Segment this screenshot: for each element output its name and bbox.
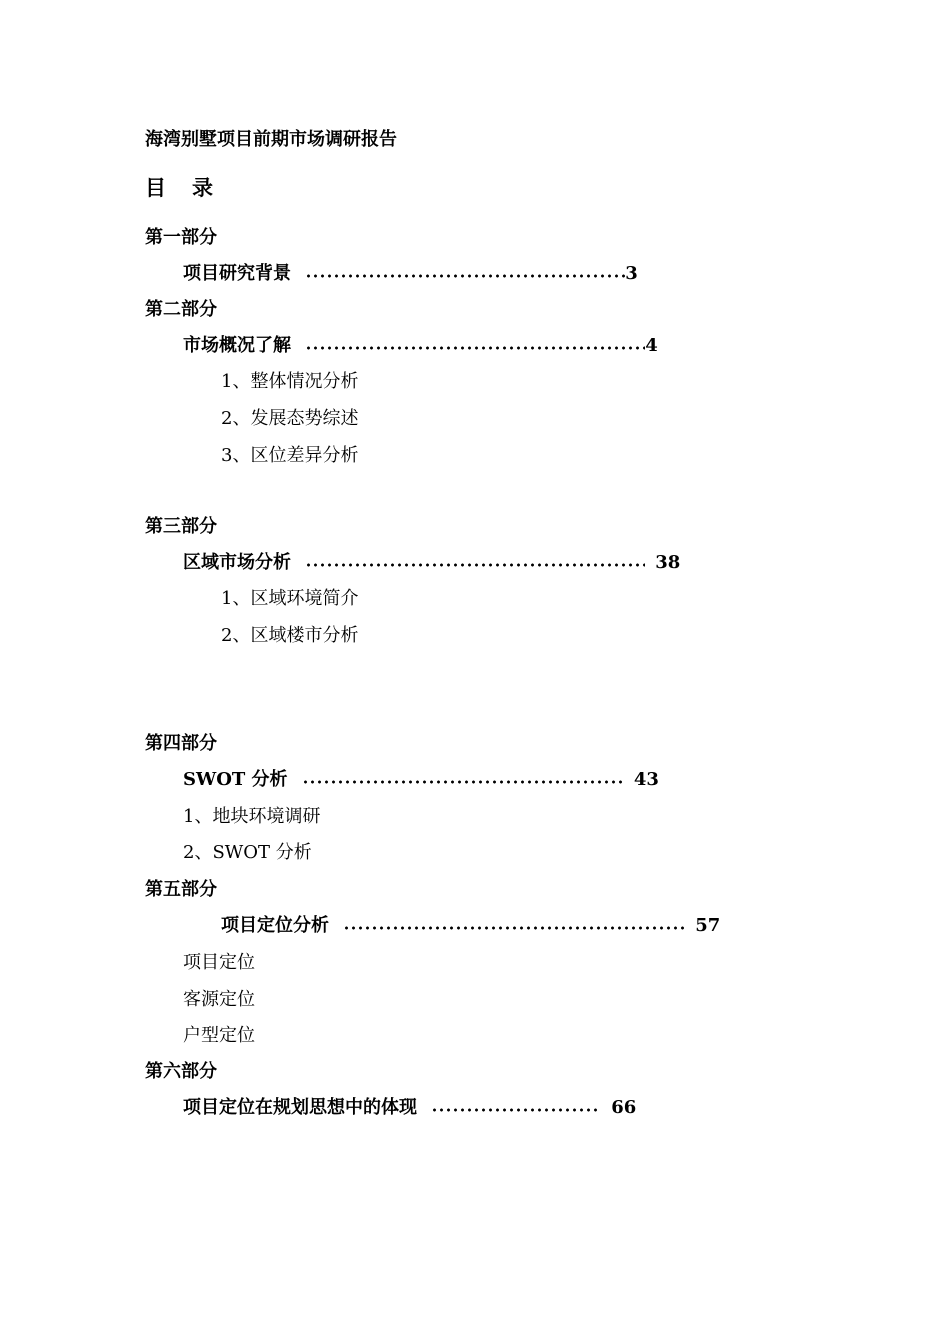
part-heading-3: 第三部分: [145, 516, 217, 537]
part-heading-4: 第四部分: [145, 733, 217, 754]
dot-leader: [302, 780, 624, 784]
chapter-title: SWOT 分析: [183, 769, 288, 790]
dot-leader: [305, 346, 645, 350]
dot-leader: [431, 1108, 601, 1112]
toc-entry-4[interactable]: [183, 768, 659, 792]
toc-subitem[interactable]: 户型定位: [183, 1025, 255, 1046]
part-heading-2: 第二部分: [145, 299, 217, 320]
toc-subitem[interactable]: 客源定位: [183, 989, 255, 1010]
toc-subitem[interactable]: 3、区位差异分析: [221, 445, 359, 466]
part-heading-6: 第六部分: [145, 1061, 217, 1082]
part-heading-1: 第一部分: [145, 227, 217, 248]
toc-subitem[interactable]: 2、区域楼市分析: [221, 625, 359, 646]
chapter-title: 项目定位在规划思想中的体现: [183, 1097, 417, 1118]
page-number: 57: [695, 915, 721, 936]
toc-subitem[interactable]: 1、区域环境简介: [221, 588, 359, 609]
page-number: 38: [655, 552, 681, 573]
toc-entry-5[interactable]: [221, 914, 720, 938]
dot-leader: [305, 563, 645, 567]
toc-subitem[interactable]: 2、发展态势综述: [221, 408, 359, 429]
page-number: 4: [645, 335, 658, 356]
toc-entry-1[interactable]: [183, 262, 638, 286]
page-number: 43: [633, 769, 659, 790]
toc-entry-3[interactable]: [183, 551, 680, 575]
chapter-title: 项目研究背景: [183, 263, 291, 284]
toc-subitem[interactable]: 1、地块环境调研: [183, 806, 321, 827]
chapter-title: 项目定位分析: [221, 915, 329, 936]
toc-entry-6[interactable]: [183, 1096, 636, 1120]
part-heading-5: 第五部分: [145, 879, 217, 900]
toc-subitem[interactable]: 2、SWOT 分析: [183, 842, 312, 863]
page-number: 3: [625, 263, 638, 284]
chapter-title: 市场概况了解: [183, 335, 291, 356]
dot-leader: [343, 926, 685, 930]
document-title: 海湾别墅项目前期市场调研报告: [145, 129, 397, 150]
dot-leader: [305, 274, 625, 278]
toc-heading-left: 目: [145, 175, 166, 200]
chapter-title: 区域市场分析: [183, 552, 291, 573]
toc-entry-2[interactable]: [183, 334, 658, 358]
toc-subitem[interactable]: 项目定位: [183, 952, 255, 973]
page-number: 66: [611, 1097, 637, 1118]
toc-heading-right: 录: [192, 175, 213, 200]
toc-heading: [145, 176, 213, 200]
toc-subitem[interactable]: 1、整体情况分析: [221, 371, 359, 392]
